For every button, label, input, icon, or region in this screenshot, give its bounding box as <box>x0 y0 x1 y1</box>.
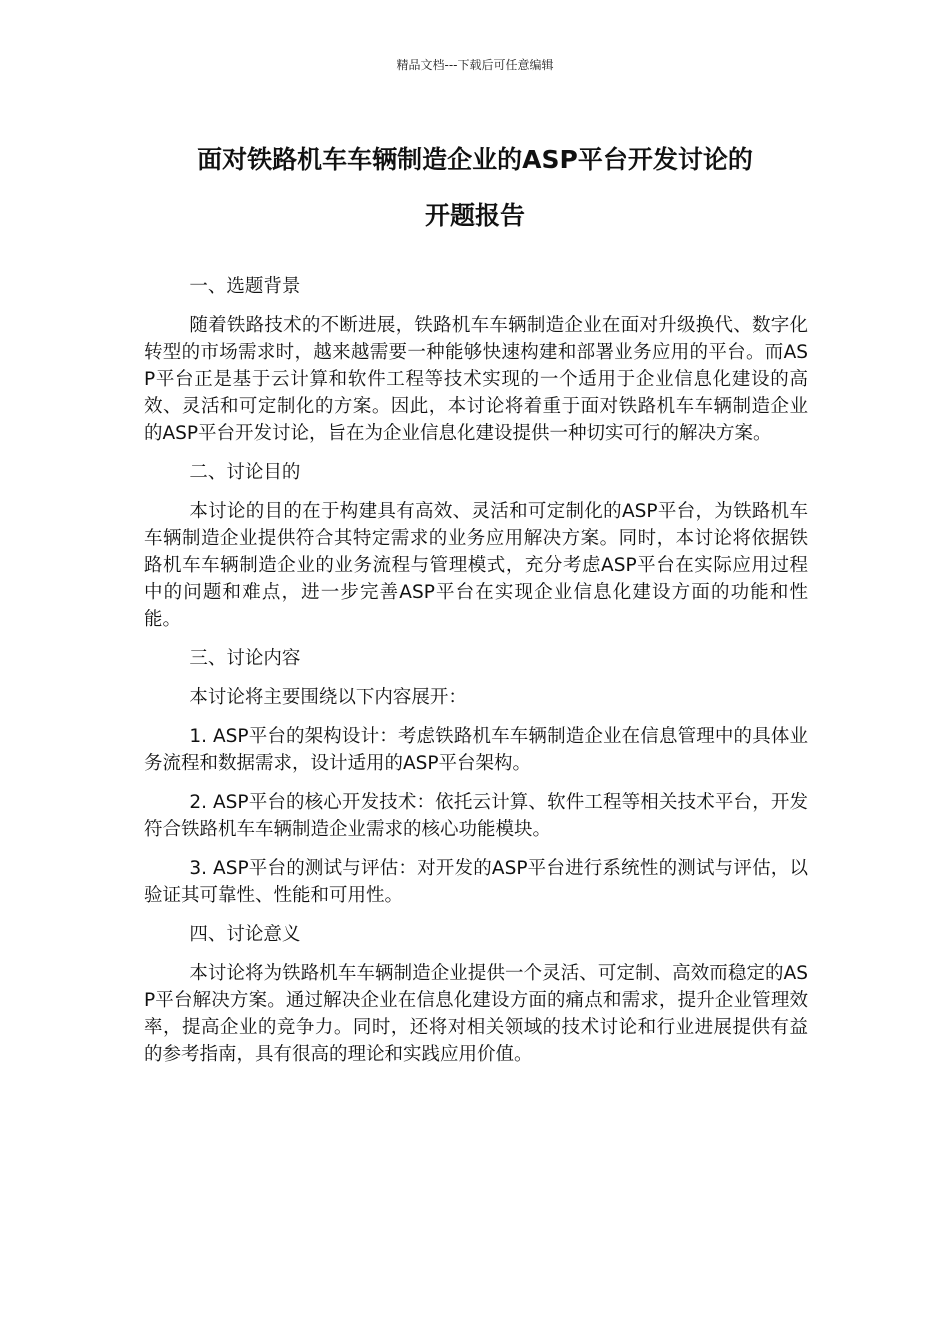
paragraph-content-intro: 本讨论将主要围绕以下内容展开： <box>189 687 467 708</box>
paragraph-purpose: 本讨论的目的在于构建具有高效、灵活和可定制化的ASP平台，为铁路机车车辆制造企业提供符合其特定需求的业务应用解决方案。同时，本讨论将依据铁路机车车辆制造企业的业务流程与管理模式，充分考虑ASP平台在实际应用过程中的问题和难点，进一步完善ASP平台在实现企业信息化建设方面的功能和性能。 <box>144 501 808 630</box>
document-body <box>144 273 808 1068</box>
list-item-testing: 3. ASP平台的测试与评估：对开发的ASP平台进行系统性的测试与评估，以验证其可靠性、性能和可用性。 <box>144 858 808 906</box>
title-line-2: 开题报告 <box>424 201 525 230</box>
paragraph-significance: 本讨论将为铁路机车车辆制造企业提供一个灵活、可定制、高效而稳定的ASP平台解决方案。通过解决企业在信息化建设方面的痛点和需求，提升企业管理效率，提高企业的竞争力。同时，还将对相关领域的技术讨论和行业进展提供有益的参考指南，具有很高的理论和实践应用价值。 <box>144 963 808 1065</box>
list-item-core-development: 2. ASP平台的核心开发技术：依托云计算、软件工程等相关技术平台，开发符合铁路机车车辆制造企业需求的核心功能模块。 <box>144 792 808 840</box>
title-line-1: 面对铁路机车车辆制造企业的ASP平台开发讨论的 <box>197 145 753 174</box>
document-title <box>120 132 830 244</box>
list-item-architecture: 1. ASP平台的架构设计：考虑铁路机车车辆制造企业在信息管理中的具体业务流程和数据需求，设计适用的ASP平台架构。 <box>144 726 808 774</box>
section-heading-content: 三、讨论内容 <box>189 648 301 669</box>
section-heading-significance: 四、讨论意义 <box>189 924 301 945</box>
section-heading-purpose: 二、讨论目的 <box>189 462 301 483</box>
page-header: 精品文档---下载后可任意编辑 <box>396 58 554 72</box>
paragraph-background: 随着铁路技术的不断进展，铁路机车车辆制造企业在面对升级换代、数字化转型的市场需求时，越来越需要一种能够快速构建和部署业务应用的平台。而ASP平台正是基于云计算和软件工程等技术实现的一个适用于企业信息化建设的高效、灵活和可定制化的方案。因此，本讨论将着重于面对铁路机车车辆制造企业的ASP平台开发讨论，旨在为企业信息化建设提供一种切实可行的解决方案。 <box>144 315 808 444</box>
section-heading-background: 一、选题背景 <box>189 276 301 297</box>
